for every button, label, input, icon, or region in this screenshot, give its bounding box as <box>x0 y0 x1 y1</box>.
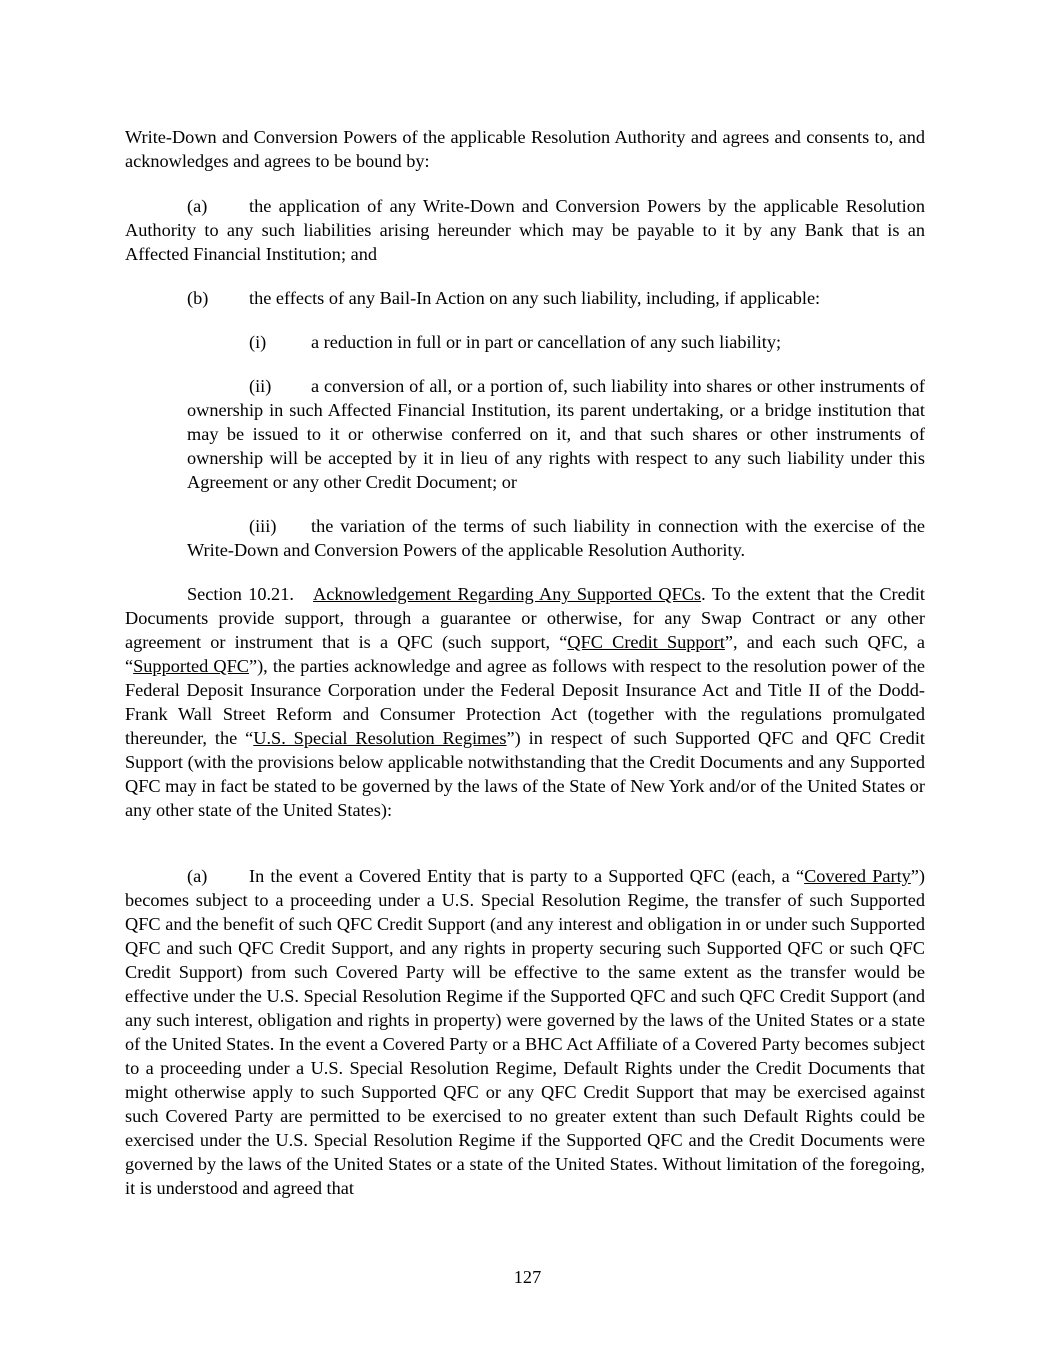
clause-text: a reduction in full or in part or cancellation of any such liability; <box>311 332 782 352</box>
section-heading: Acknowledgement Regarding Any Supported QFCs <box>313 584 702 604</box>
clause-i <box>187 330 925 354</box>
section-text: . To the extent that the Credit Documents provide support, through a guarantee or otherwise, for any Swap Contract or any other agreement or instrument that is a QFC (such support, “ <box>125 584 926 652</box>
defined-term: QFC Credit Support <box>567 632 725 652</box>
section-10-21 <box>125 582 925 822</box>
section-number: Section 10.21. <box>187 584 294 604</box>
clause-text: a conversion of all, or a portion of, such liability into shares or other instruments of ownership in such Affected Financial Institution, its parent undertaking, or a bridge institution that may be issued to it or otherwise conferred on it, and that such shares or other instruments of ownership will be accepted by it in lieu of any rights with respect to any such liability under this Agreement or any other Credit Document; or <box>187 376 925 492</box>
clause-a <box>125 194 925 266</box>
clause-text: the effects of any Bail-In Action on any such liability, including, if applicable: <box>249 288 821 308</box>
defined-term: U.S. Special Resolution Regimes <box>253 728 507 748</box>
clause-label: (a) <box>187 866 208 886</box>
defined-term: Supported QFC <box>133 656 249 676</box>
clause-iii <box>187 514 925 562</box>
clause-text: ”) becomes subject to a proceeding under a U.S. Special Resolution Regime, the transfer of such Supported QFC and the benefit of such QFC Credit Support (and any interest and obligation in or under such Supported QFC and such QFC Credit Support, and any rights in property securing such Supported QFC or such QFC Credit Support) from such Covered Party will be effective to the same extent as the transfer would be effective under the U.S. Special Resolution Regime if the Supported QFC and such QFC Credit Support (and any such interest, obligation and rights in property) were governed by the laws of the United States or a state of the United States. In the event a Covered Party or a BHC Act Affiliate of a Covered Party becomes subject to a proceeding under a U.S. Special Resolution Regime, Default Rights under the Credit Documents that might otherwise apply to such Supported QFC or any QFC Credit Support that may be exercised against such Covered Party are permitted to be exercised to no greater extent than such Default Rights could be exercised under the U.S. Special Resolution Regime if the Supported QFC and the Credit Documents were governed by the laws of the United States or a state of the United States. Without limitation of the foregoing, it is understood and agreed that <box>125 866 925 1198</box>
clause-label: (i) <box>249 332 267 352</box>
paragraph-write-down: Write-Down and Conversion Powers of the applicable Resolution Authority and agrees and consents to, and acknowledges and agrees to be bound by: <box>125 127 925 171</box>
defined-term: Covered Party <box>804 866 911 886</box>
clause-b <box>125 286 925 310</box>
clause-text: the variation of the terms of such liability in connection with the exercise of the Write-Down and Conversion Powers of the applicable Resolution Authority. <box>187 516 925 560</box>
section-text: ”), the parties acknowledge and agree as follows with respect to the resolution power of the Federal Deposit Insurance Corporation under the Federal Deposit Insurance Act and Title II of the Dodd-Frank Wall Street Reform and Consumer Protection Act (together with the regulations promulgated thereunder, the “ <box>125 656 925 748</box>
section-text: ”, and each such QFC, a “ <box>125 632 926 676</box>
clause-label: (iii) <box>249 516 277 536</box>
page-number: 127 <box>513 1267 542 1287</box>
clause-ii <box>187 374 925 494</box>
clause-label: (a) <box>187 196 208 216</box>
section-clause-a <box>125 864 925 1200</box>
clause-label: (ii) <box>249 376 272 396</box>
section-text: ”) in respect of such Supported QFC and QFC Credit Support (with the provisions below applicable notwithstanding that the Credit Documents and any Supported QFC may in fact be stated to be governed by the laws of the State of New York and/or of the United States or any other state of the United States): <box>125 728 925 820</box>
clause-label: (b) <box>187 288 209 308</box>
clause-text: the application of any Write-Down and Conversion Powers by the applicable Resolution Authority to any such liabilities arising hereunder which may be payable to it by any Bank that is an Affected Financial Institution; and <box>125 196 925 264</box>
clause-text: In the event a Covered Entity that is party to a Supported QFC (each, a “ <box>249 866 805 886</box>
